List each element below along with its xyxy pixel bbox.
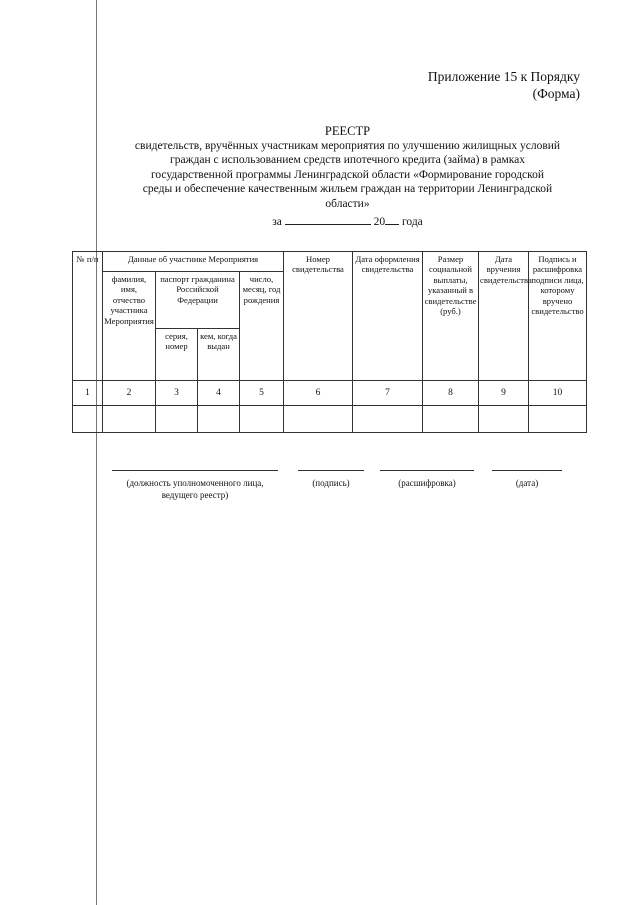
registry-subtitle-line-1: свидетельств, вручённых участникам мероприятия по улучшению жилищных условий xyxy=(134,139,561,152)
empty-cell[interactable] xyxy=(103,406,156,433)
year-blank-field[interactable] xyxy=(385,214,399,225)
date-caption: (дата) xyxy=(515,478,539,488)
registry-subtitle-line-2: граждан с использованием средств ипотечного кредита (займа) в рамках xyxy=(169,154,526,167)
empty-cell[interactable] xyxy=(423,406,479,433)
column-number: 6 xyxy=(284,381,353,406)
registry-title xyxy=(110,124,585,229)
header-series-number: серия, номер xyxy=(156,329,198,381)
column-number: 4 xyxy=(198,381,240,406)
empty-cell[interactable] xyxy=(353,406,423,433)
column-number: 9 xyxy=(479,381,529,406)
signature-line xyxy=(112,470,278,471)
header-participant: Данные об участнике Мероприятия xyxy=(103,252,284,272)
empty-cell[interactable] xyxy=(198,406,240,433)
empty-cell[interactable] xyxy=(284,406,353,433)
column-number: 7 xyxy=(353,381,423,406)
signature-line xyxy=(298,470,364,471)
empty-cell[interactable] xyxy=(529,406,587,433)
period-suffix: года xyxy=(401,215,423,228)
empty-cell[interactable] xyxy=(479,406,529,433)
position-signature-field[interactable] xyxy=(110,470,280,501)
column-number: 1 xyxy=(73,381,103,406)
header-num: № п/п xyxy=(73,252,103,381)
registry-subtitle-line-3: государственной программы Ленинградской области «Формирование городской xyxy=(150,168,545,181)
registry-subtitle-line-5: области» xyxy=(325,197,370,210)
annex-header xyxy=(428,68,580,102)
header-amount: Размер социальной выплаты, указанный в свидетельстве (руб.) xyxy=(423,252,479,381)
signature-line xyxy=(380,470,474,471)
table-row xyxy=(73,406,587,433)
header-fio: фамилия, имя, отчество участника Мероприятия xyxy=(103,272,156,381)
header-issued-by: кем, когда выдан xyxy=(198,329,240,381)
empty-cell[interactable] xyxy=(240,406,284,433)
column-number: 10 xyxy=(529,381,587,406)
sign-caption: (подпись) xyxy=(312,478,350,488)
registry-table xyxy=(72,251,587,433)
decode-field[interactable] xyxy=(378,470,476,489)
header-signature: Подпись и расшифровка подписи лица, которому вручено свидетельство xyxy=(529,252,587,381)
decode-caption: (расшифровка) xyxy=(398,478,456,488)
header-passport: паспорт гражданина Российской Федерации xyxy=(156,272,240,329)
empty-cell[interactable] xyxy=(73,406,103,433)
column-number: 8 xyxy=(423,381,479,406)
header-birth-date: число, месяц, год рождения xyxy=(240,272,284,381)
registry-subtitle-line-4: среды и обеспечение качественным жильем граждан на территории Ленинградской xyxy=(142,183,553,196)
margin-line xyxy=(96,0,97,905)
date-field[interactable] xyxy=(490,470,564,489)
annex-title: Приложение 15 к Порядку xyxy=(427,69,580,84)
period-year-prefix: 20 xyxy=(373,215,386,228)
period-blank-field[interactable] xyxy=(285,214,371,225)
period-prefix: за xyxy=(272,215,282,228)
registry-heading: РЕЕСТР xyxy=(324,124,371,138)
header-cert-date: Дата оформления свидетельства xyxy=(353,252,423,381)
signature-line xyxy=(492,470,562,471)
period-line xyxy=(110,214,585,230)
sign-field[interactable] xyxy=(296,470,366,489)
header-handover-date: Дата вручения свидетельства xyxy=(479,252,529,381)
column-number: 3 xyxy=(156,381,198,406)
form-label: (Форма) xyxy=(532,86,580,101)
position-caption: (должность уполномоченного лица, ведущего реестр) xyxy=(126,478,264,500)
empty-cell[interactable] xyxy=(156,406,198,433)
header-cert-number: Номер свидетельства xyxy=(284,252,353,381)
column-number: 2 xyxy=(103,381,156,406)
column-number: 5 xyxy=(240,381,284,406)
